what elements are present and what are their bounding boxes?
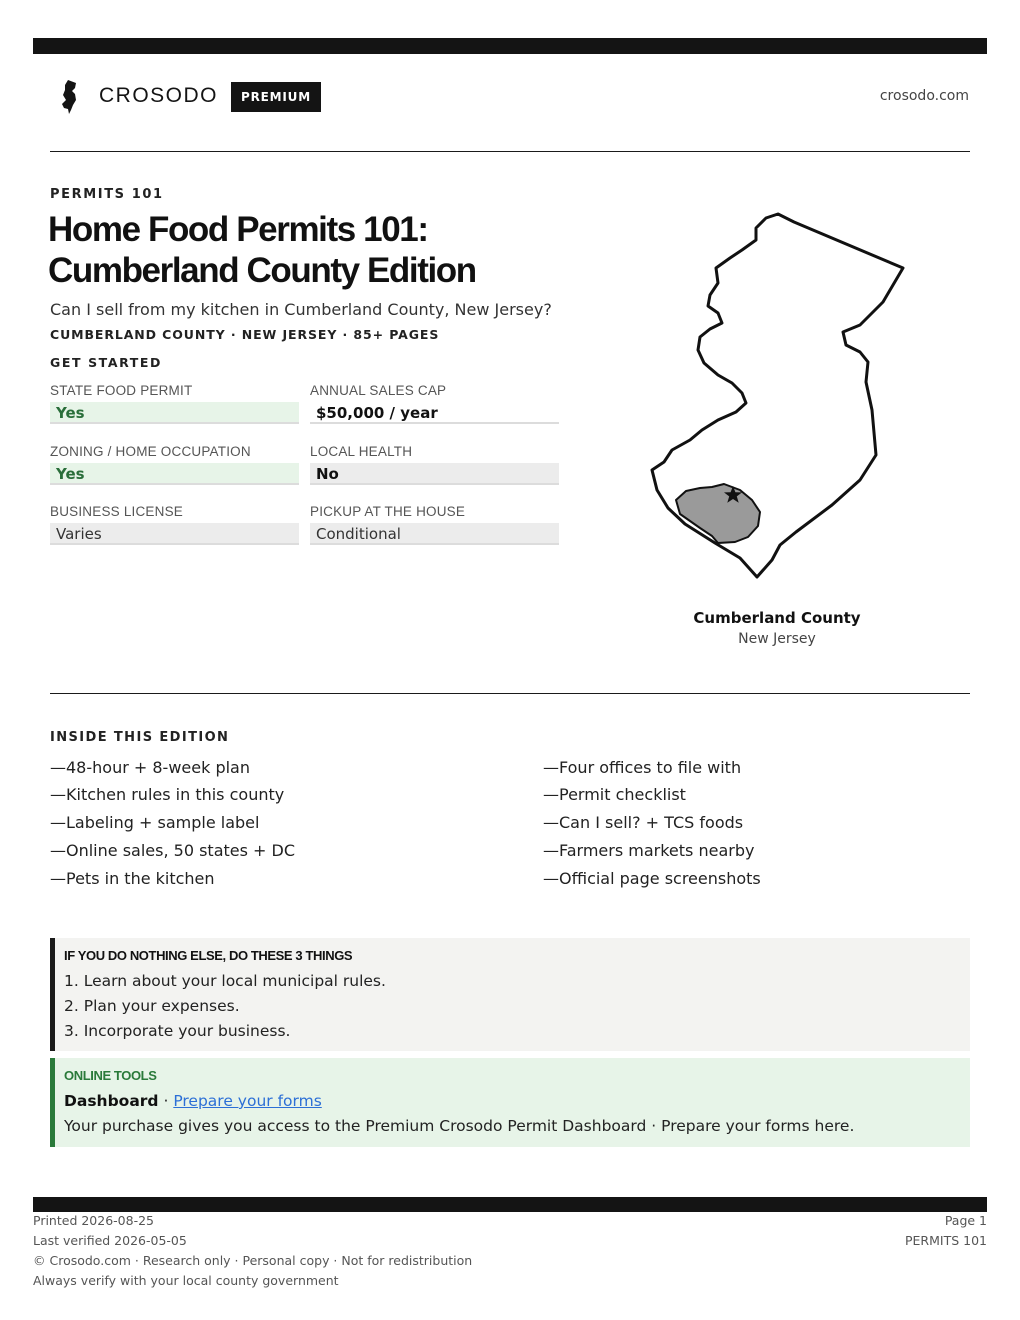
toc-item[interactable]: —Pets in the kitchen: [50, 869, 215, 888]
top-bar: [33, 38, 987, 54]
fact-value: $50,000 / year: [310, 402, 559, 424]
fact-pickup-at-house: [310, 503, 559, 545]
dashboard-label: Dashboard: [64, 1092, 159, 1110]
map-state-name: New Jersey: [738, 631, 816, 647]
footer-verified-date: Last verified 2026-05-05: [33, 1233, 187, 1248]
map-county-name: Cumberland County: [693, 609, 861, 627]
edition-meta: CUMBERLAND COUNTY · NEW JERSEY · 85+ PAGES: [50, 327, 440, 342]
online-tools-callout: [50, 1058, 970, 1147]
footer-copyright: © Crosodo.com · Research only · Personal copy · Not for redistribution: [33, 1253, 473, 1268]
site-url[interactable]: crosodo.com: [879, 88, 969, 104]
fact-label: ZONING / HOME OCCUPATION: [50, 444, 251, 459]
fact-value: Conditional: [310, 523, 559, 545]
toc-item[interactable]: —Permit checklist: [543, 785, 686, 804]
toc-item[interactable]: —Online sales, 50 states + DC: [50, 841, 296, 860]
todo-item: 2. Plan your expenses.: [64, 997, 240, 1015]
footer-disclaimer: Always verify with your local county government: [33, 1273, 339, 1288]
fact-business-license: [50, 503, 299, 545]
callout-title: IF YOU DO NOTHING ELSE, DO THESE 3 THINGS: [64, 948, 353, 963]
dashboard-description: Your purchase gives you access to the Premium Crosodo Permit Dashboard · Prepare your forms here.: [64, 1117, 855, 1135]
fact-label: BUSINESS LICENSE: [50, 504, 183, 519]
toc-item[interactable]: —Farmers markets nearby: [543, 841, 755, 860]
state-outline: [652, 214, 903, 577]
prepare-forms-link[interactable]: Prepare your forms: [173, 1092, 322, 1110]
fact-label: LOCAL HEALTH: [310, 444, 413, 459]
section-divider: [50, 693, 970, 694]
fact-state-food-permit: [50, 382, 299, 424]
page-subtitle: Can I sell from my kitchen in Cumberland County, New Jersey?: [50, 300, 552, 319]
title-line-2: Cumberland County Edition: [48, 251, 476, 290]
fact-label: ANNUAL SALES CAP: [310, 383, 447, 398]
get-started-heading: GET STARTED: [50, 355, 163, 370]
title-line-1: Home Food Permits 101:: [48, 210, 428, 249]
todo-item: 3. Incorporate your business.: [64, 1022, 291, 1040]
brand-name[interactable]: CROSODO: [99, 84, 219, 107]
three-things-callout: [50, 938, 970, 1051]
footer-page-number: Page 1: [944, 1213, 987, 1228]
fact-value: No: [310, 463, 559, 485]
dashboard-line: [64, 1089, 970, 1114]
toc-item[interactable]: —Labeling + sample label: [50, 813, 260, 832]
new-jersey-logo-icon: [60, 80, 80, 114]
toc-item[interactable]: —Kitchen rules in this county: [50, 785, 285, 804]
fact-annual-sales-cap: [310, 382, 559, 424]
toc-item[interactable]: —48-hour + 8-week plan: [50, 758, 250, 777]
todo-item: 1. Learn about your local municipal rules.: [64, 972, 386, 990]
toc-item[interactable]: —Can I sell? + TCS foods: [543, 813, 744, 832]
fact-value: Yes: [50, 402, 299, 424]
toc-item[interactable]: —Four offices to file with: [543, 758, 742, 777]
fact-label: STATE FOOD PERMIT: [50, 383, 193, 398]
separator: ·: [158, 1092, 174, 1110]
header-divider: [50, 151, 970, 152]
premium-badge: PREMIUM: [231, 82, 321, 112]
fact-label: PICKUP AT THE HOUSE: [310, 504, 466, 519]
section-eyebrow: PERMITS 101: [50, 187, 164, 202]
page-title: [48, 209, 608, 291]
callout-title: ONLINE TOOLS: [64, 1068, 157, 1083]
footer-section: PERMITS 101: [905, 1233, 987, 1248]
fact-local-health: [310, 443, 559, 485]
fact-value: Yes: [50, 463, 299, 485]
fact-zoning: [50, 443, 299, 485]
new-jersey-map: [640, 205, 920, 590]
toc-item[interactable]: —Official page screenshots: [543, 869, 761, 888]
inside-edition-heading: INSIDE THIS EDITION: [50, 730, 230, 745]
fact-value: Varies: [50, 523, 299, 545]
bottom-bar: [33, 1197, 987, 1212]
footer-printed-date: Printed 2026-08-25: [33, 1213, 154, 1228]
